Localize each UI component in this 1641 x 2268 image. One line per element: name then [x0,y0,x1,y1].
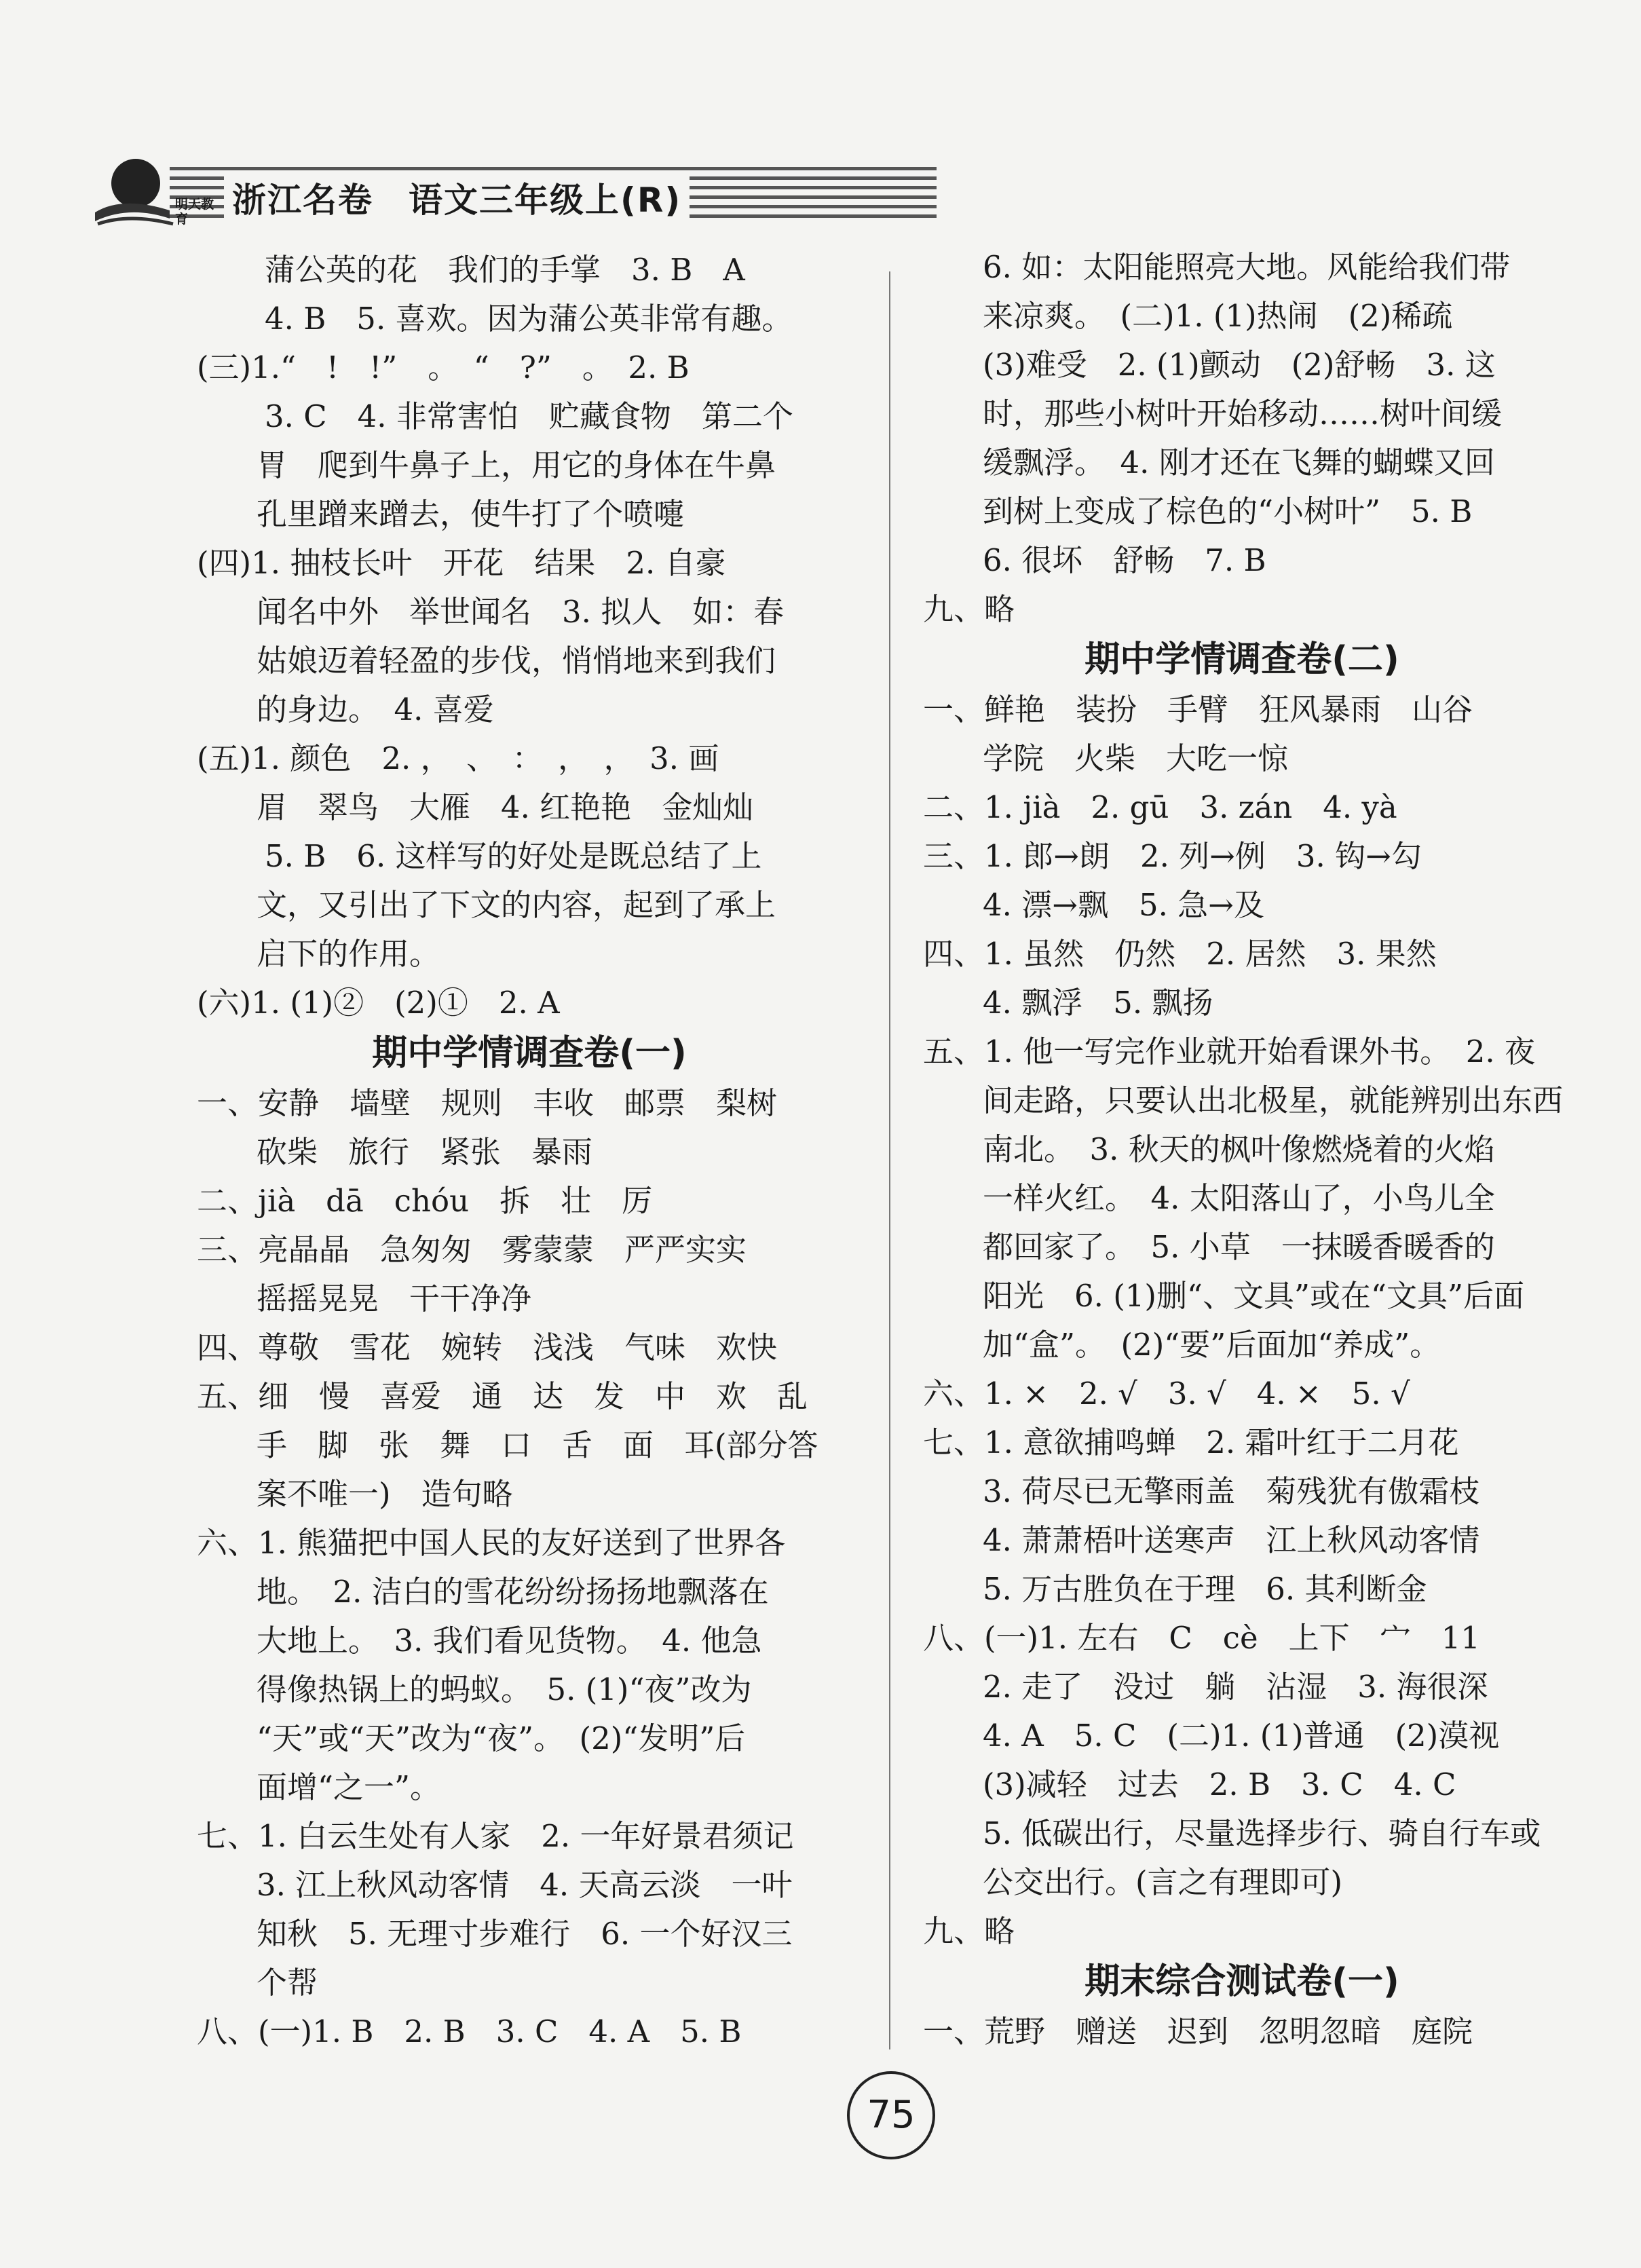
answer-line: 摇摇晃晃 干干净净 [257,1281,532,1317]
answer-line: (三)1.“ ! !” 。 “ ?” 。 2. B [197,349,690,385]
answer-line: 5. 万古胜负在于理 6. 其利断金 [983,1571,1427,1607]
right-answer-column [923,243,1564,2056]
answer-line: 二、jià dā chóu 拆 壮 厉 [197,1183,653,1219]
answer-line: 三、亮晶晶 急匆匆 雾蒙蒙 严严实实 [197,1232,747,1268]
answer-line: 七、1. 白云生处有人家 2. 一年好景君须记 [197,1818,794,1854]
answer-line: 蒲公英的花 我们的手掌 3. B A [265,252,745,288]
answer-line: 4. 飘浮 5. 飘扬 [983,985,1213,1021]
answer-line: (四)1. 抽枝长叶 开花 结果 2. 自豪 [197,545,726,581]
book-logo-icon [88,148,176,236]
answer-line: 面增“之一”。 [257,1769,441,1805]
answer-line: 3. 荷尽已无擎雨盖 菊残犹有傲霜枝 [983,1473,1480,1509]
section-heading: 期中学情调查卷(一) [372,1033,687,1074]
answer-line: 五、细 慢 喜爱 通 达 发 中 欢 乱 [197,1378,808,1414]
answer-line: (3)减轻 过去 2. B 3. C 4. C [983,1766,1456,1802]
answer-line: 大地上。 3. 我们看见货物。 4. 他急 [257,1623,762,1659]
answer-line: 加“盒”。 (2)“要”后面加“养成”。 [983,1327,1441,1363]
column-divider [889,271,890,2049]
answer-line: 地。 2. 洁白的雪花纷纷扬扬地飘落在 [257,1574,769,1610]
left-answer-column [197,246,862,2056]
answer-line: 孔里蹭来蹭去，使牛打了个喷嚏 [257,496,685,532]
answer-line: 文，又引出了下文的内容，起到了承上 [257,887,776,923]
answer-line: 闻名中外 举世闻名 3. 拟人 如：春 [257,594,785,630]
answer-line: 六、1. × 2. √ 3. √ 4. × 5. √ [923,1376,1410,1412]
answer-line: 二、1. jià 2. gū 3. zán 4. yà [923,789,1397,825]
page-header [88,148,937,236]
answer-line: 案不唯一) 造句略 [257,1476,513,1512]
answer-line: 5. B 6. 这样写的好处是既总结了上 [265,838,762,874]
answer-line: 得像热锅上的蚂蚁。 5. (1)“夜”改为 [257,1671,752,1707]
answer-line: 来凉爽。 (二)1. (1)热闹 (2)稀疏 [983,298,1453,334]
answer-line: 学院 火柴 大吃一惊 [983,740,1289,776]
answer-line: 6. 很坏 舒畅 7. B [983,542,1266,578]
answer-line: 八、(一)1. 左右 C cè 上下 宀 11 [923,1620,1480,1656]
answer-line: 姑娘迈着轻盈的步伐，悄悄地来到我们 [257,643,776,679]
answer-line: 九、略 [923,1913,1015,1949]
answer-line: 四、1. 虽然 仍然 2. 居然 3. 果然 [923,936,1437,972]
answer-line: 胃 爬到牛鼻子上，用它的身体在牛鼻 [257,447,776,483]
answer-line: 八、(一)1. B 2. B 3. C 4. A 5. B [197,2014,742,2049]
answer-line: 七、1. 意欲捕鸣蝉 2. 霜叶红于二月花 [923,1424,1459,1460]
answer-line: 的身边。 4. 喜爱 [257,692,494,727]
answer-line: 缓飘浮。 4. 刚才还在飞舞的蝴蝶又回 [983,445,1495,480]
answer-line: 4. A 5. C (二)1. (1)普通 (2)漠视 [983,1718,1500,1754]
answer-line: 砍柴 旅行 紧张 暴雨 [257,1134,593,1170]
answer-line: 四、尊敬 雪花 婉转 浅浅 气味 欢快 [197,1329,778,1365]
section-heading: 期末综合测试卷(一) [1084,1961,1399,2002]
answer-line: 九、略 [923,591,1015,627]
answer-line: 个帮 [257,1965,318,2001]
answer-line: 5. 低碳出行，尽量选择步行、骑自行车或 [983,1815,1541,1851]
answer-line: 一、荒野 赠送 迟到 忽明忽暗 庭院 [923,2014,1473,2049]
answer-line: 南北。 3. 秋天的枫叶像燃烧着的火焰 [983,1131,1495,1167]
answer-line: 都回家了。 5. 小草 一抹暖香暖香的 [983,1229,1495,1265]
page-number: 75 [847,2071,935,2159]
answer-line: 间走路，只要认出北极星，就能辨别出东西 [983,1082,1564,1118]
answer-line: 启下的作用。 [257,936,440,972]
answer-line: 一、鲜艳 装扮 手臂 狂风暴雨 山谷 [923,692,1473,727]
answer-line: 4. 漂→飘 5. 急→及 [983,887,1264,923]
answer-line: 三、1. 郎→朗 2. 列→例 3. 钩→勾 [923,838,1422,874]
answer-line: 2. 走了 没过 躺 沾湿 3. 海很深 [983,1669,1488,1705]
answer-line: 公交出行。(言之有理即可) [983,1864,1343,1900]
answer-line: 阳光 6. (1)删“、文具”或在“文具”后面 [983,1278,1525,1314]
answer-line: (3)难受 2. (1)颤动 (2)舒畅 3. 这 [983,347,1496,383]
answer-line: 知秋 5. 无理寸步难行 6. 一个好汉三 [257,1916,793,1952]
answer-line: 眉 翠鸟 大雁 4. 红艳艳 金灿灿 [257,789,754,825]
section-heading: 期中学情调查卷(二) [1084,639,1399,680]
answer-line: (五)1. 颜色 2. ， 、 ： ， ， 3. 画 [197,740,719,776]
answer-line: “天”或“天”改为“夜”。 (2)“发明”后 [257,1720,746,1756]
answer-line: 3. C 4. 非常害怕 贮藏食物 第二个 [265,398,793,434]
answer-line: 到树上变成了棕色的“小树叶” 5. B [983,493,1473,529]
answer-line: (六)1. (1)② (2)① 2. A [197,985,560,1021]
answer-line: 3. 江上秋风动客情 4. 天高云淡 一叶 [257,1867,793,1903]
brand-label: 明天教育 [175,197,214,227]
answer-line: 6. 如：太阳能照亮大地。风能给我们带 [983,249,1511,285]
answer-line: 一样火红。 4. 太阳落山了，小鸟儿全 [983,1180,1495,1216]
answer-line: 六、1. 熊猫把中国人民的友好送到了世界各 [197,1525,786,1561]
answer-line: 时，那些小树叶开始移动……树叶间缓 [983,396,1503,432]
answer-line: 4. 萧萧梧叶送寒声 江上秋风动客情 [983,1522,1480,1558]
answer-line: 五、1. 他一写完作业就开始看课外书。 2. 夜 [923,1034,1535,1070]
answer-line: 4. B 5. 喜欢。因为蒲公英非常有趣。 [265,301,793,337]
answer-line: 一、安静 墙壁 规则 丰收 邮票 梨树 [197,1085,778,1121]
header-title: 浙江名卷 语文三年级上(R) [224,176,690,224]
answer-line: 手 脚 张 舞 口 舌 面 耳(部分答 [257,1427,818,1463]
